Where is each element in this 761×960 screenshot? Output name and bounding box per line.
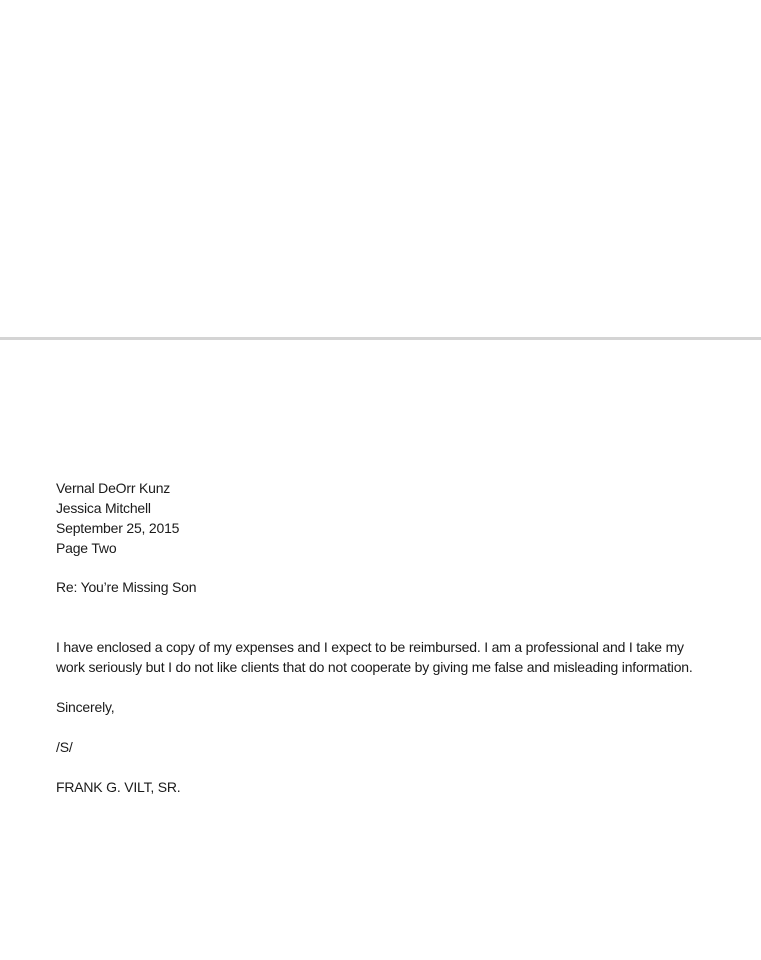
closing-salutation: Sincerely, <box>56 699 115 715</box>
recipient-second-name: Jessica Mitchell <box>56 500 151 516</box>
subject-line: Re: You’re Missing Son <box>56 579 197 595</box>
sender-name: FRANK G. VILT, SR. <box>56 779 181 795</box>
recipient-name: Vernal DeOrr Kunz <box>56 480 171 496</box>
signature-mark: /S/ <box>56 739 73 755</box>
letter-content <box>56 478 706 797</box>
body-paragraph: I have enclosed a copy of my expenses and I expect to be reimbursed. I am a professional and I take my work seriously but I do not like clients that do not cooperate by giving me false and misleading information. <box>56 639 693 675</box>
letter-date: September 25, 2015 <box>56 520 180 536</box>
previous-page-area <box>0 0 761 337</box>
page-label: Page Two <box>56 540 117 556</box>
